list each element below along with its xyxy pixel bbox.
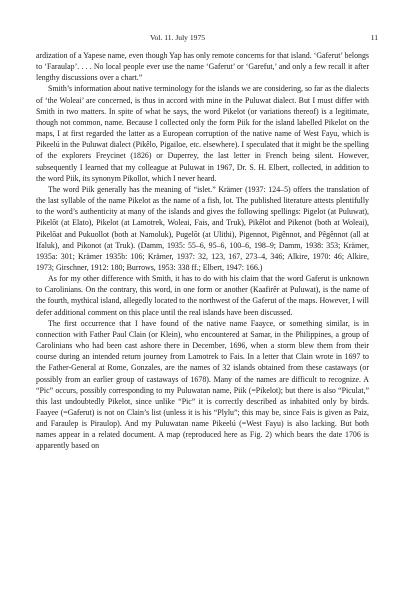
paragraph-continued: ardization of a Yapese name, even though Yap has only remote concerns for that island. ‘Gaferut’ belongs to ‘Faraulap’. . . . No local people ever use the name ‘Gaferut’ or ‘Garefut,’ and only a few recall it after lengthy discussions over a chart.” (36, 51, 369, 83)
running-head (0, 33, 405, 45)
page-number: 11 (370, 33, 378, 42)
paragraph-gaferut-claim: As for my other difference with Smith, it has to do with his claim that the word Gaferut is unknown to Carolinians. On the contrary, this word, in one form or another (Kaafirêr at Puluwat), is the name of the fourth, mythical island, allegedly located to the northwest of the Gaferut of the maps. However, I will defer additional comment on this place until the real islands have been discussed. (36, 274, 369, 317)
paragraph-piik-meaning: The word Piik generally has the meaning of “islet.” Krämer (1937: 124–5) offers the translation of the last syllable of the name Pikelot as the name of a fish, lot. The published literature attests plentifully to the word’s authenticity at many of the islands and gives the following spellings: Pigelot (at Puluwat), Pikelōt (at Elato), Pikelot (at Lamotrek, Woleai, Fais, and Truk), Pikêlot and Pikenot (both at Woleai), Pikelōat and Pukuollot (both at Namoluk), Pugelōt (at Ulithi), Pigennot, Pigênnot, and Pêgênnot (all at Ifaluk), and Pikonot (at Truk). (Damm, 1935: 55–6, 95–6, 100–6, 198–9; Damm, 1938: 353; Krämer, 1935a: 301; Krämer 1935b: 106; Krämer, 1937: 32, 123, 167, 273–4, 346; Alkire, 1970: 46; Alkire, 1973; Girschner, 1912: 180; Burrows, 1953: 338 ff.; Elbert, 1947: 166.) (36, 184, 369, 272)
paragraph-faayce-occurrence: The first occurrence that I have found of the native name Faayce, or something similar, is in connection with Father Paul Clain (or Klein), who encountered at Samar, in the Philippines, a group of Carolinians who had been cast ashore there in December, 1696, when a storm blew them from their course during an intended return journey from Lamotrek to Fais. In a letter that Clain wrote in 1697 to the Father-General at Rome, Gonzales, are the names of 32 islands obtained from these castaways (or possibly from an earlier group of castaways of 1678). Many of the names are difficult to recognize. A “Pic” occurs, possibly corresponding to my Puluwatan name, Piik (=Pikelot); but there is also “Piculat,” this last undoubtedly Pikelot, since unlike “Pic” it is correctly described as inhabited only by birds. Faayee (=Gaferut) is not on Clain’s list (unless it is his “Plylu”; this may be, since Fais is given as Paiz, and Faraulep is Piraulop). And my Puluwatan name Pikeelú (=West Fayu) is also lacking. But both names appear in a related document. A map (reproduced here as Fig. 2) which bears the date 1706 is apparently based on (36, 318, 369, 451)
paragraph-smith-terminology: Smith’s information about native terminology for the islands we are considering, so far as the dialects of ‘the Woleai’ are concerned, is thus in accord with mine in the Puluwat dialect. But I must differ with Smith in two matters. In spite of what he says, the word Pikelot (or variations thereof) is a legitimate, though not common, name. Because I collected only the form Piik for the island labelled Pikelot on the maps, I at first regarded the latter as a European corruption of the native name of West Fayu, which is Pikeelú in the Puluwat dialect (Pikêlo, Pigailoe, etc. elsewhere). I speculated that it might be the spelling of the explorers Freycinet (1826) or Duperrey, the last letter in French being silent. However, subsequently I learned that my colleague at Puluwat in 1967, Dr. S. H. Elbert, collected, in addition to the word Piik, its synonym Pikollot, which I never heard. (36, 84, 369, 183)
journal-volume-date: Vol. 11. July 1975 (150, 33, 206, 42)
article-body (36, 50, 369, 452)
